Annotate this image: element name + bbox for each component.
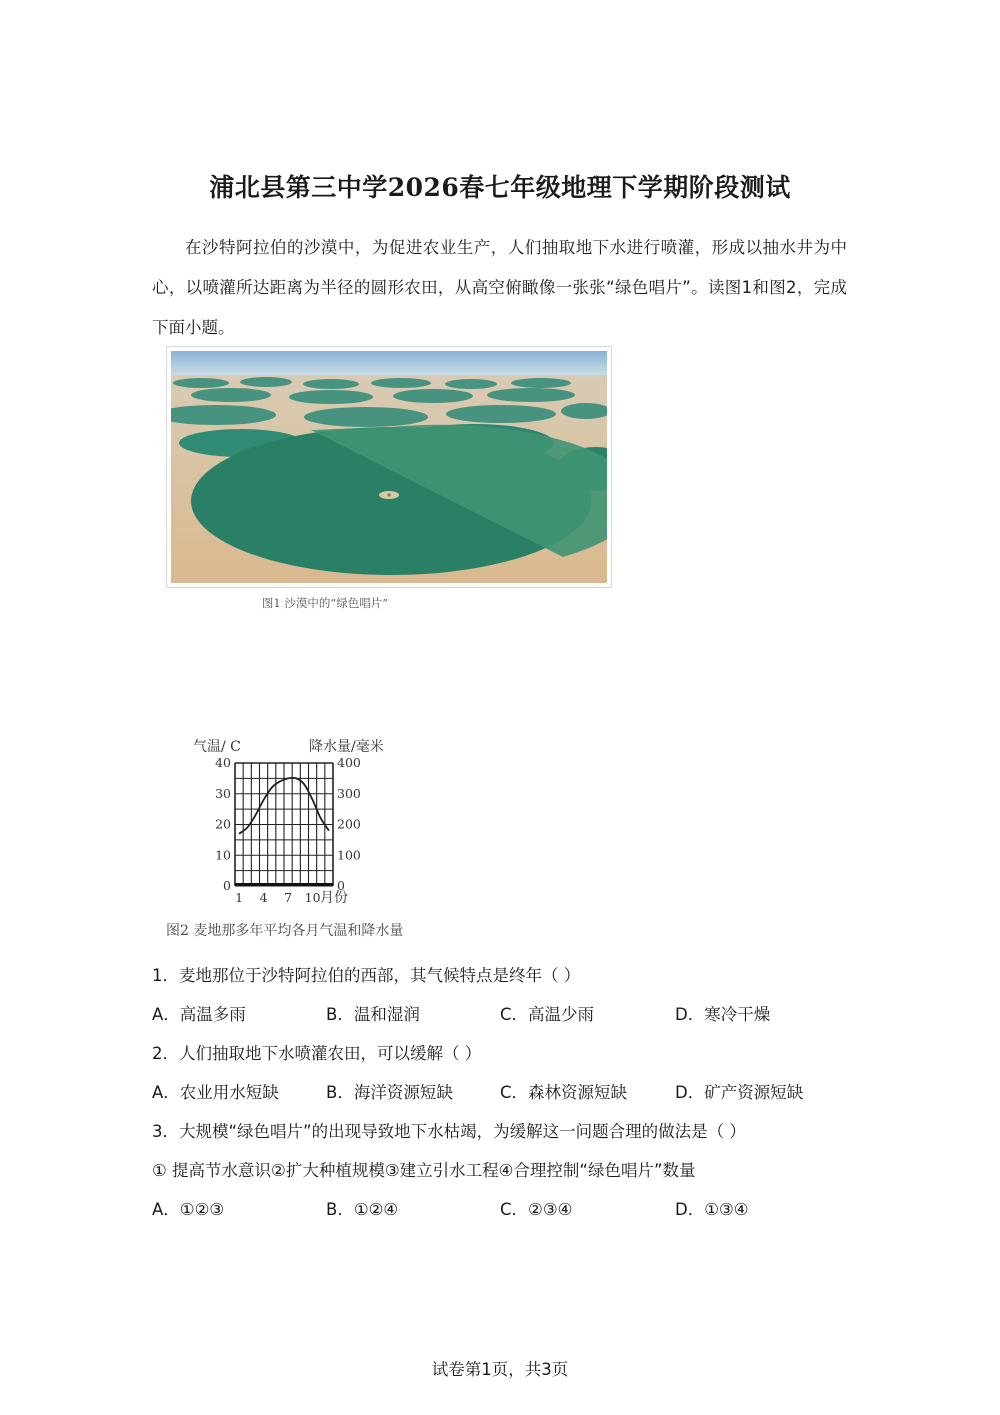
question-2-stem: 2．人们抽取地下水喷灌农田，可以缓解（ ） — [152, 1044, 482, 1063]
question-3-statements: ① 提高节水意识②扩大种植规模③建立引水工程④合理控制“绿色唱片”数量 — [152, 1161, 696, 1180]
q3-option-a: A．①②③ — [152, 1200, 225, 1219]
figure2-climate-chart — [185, 735, 425, 910]
y-left-tick-label: 30 — [215, 785, 231, 801]
q2-option-b: B．海洋资源短缺 — [326, 1083, 453, 1102]
green-record-fields-photo — [171, 351, 607, 583]
x-tick-label: 7 — [284, 890, 293, 905]
y-left-tick-label: 20 — [215, 816, 231, 832]
q1-option-d: D．寒冷干燥 — [675, 1005, 771, 1024]
y-right-axis-label: 降水量/毫米 — [309, 739, 384, 755]
x-tick-label: 4 — [259, 890, 268, 905]
y-left-tick-label: 0 — [223, 878, 231, 893]
q2-option-d: D．矿产资源短缺 — [675, 1083, 804, 1102]
question-3-stem: 3．大规模“绿色唱片”的出现导致地下水枯竭，为缓解这一问题合理的做法是（ ） — [152, 1122, 746, 1141]
y-left-axis-label: 气温/ C — [193, 739, 241, 755]
y-right-tick-label: 0 — [337, 878, 345, 893]
question-1-stem: 1．麦地那位于沙特阿拉伯的西部，其气候特点是终年（ ） — [152, 966, 581, 985]
q1-option-a: A．高温多雨 — [152, 1005, 246, 1024]
x-axis-label: 月份 — [320, 890, 348, 906]
precipitation-bars — [235, 883, 333, 886]
q3-option-c: C．②③④ — [500, 1200, 573, 1219]
figure2-caption: 图2 麦地那多年平均各月气温和降水量 — [166, 923, 404, 939]
y-right-tick-label: 100 — [337, 847, 361, 863]
q1-option-b: B．温和湿润 — [326, 1005, 420, 1024]
intro-paragraph: 在沙特阿拉伯的沙漠中，为促进农业生产，人们抽取地下水进行喷灌，形成以抽水井为中心，以喷灌所达距离为半径的圆形农田，从高空俯瞰像一张张“绿色唱片”。读图1和图2，完成下面小题。 — [152, 238, 847, 337]
figure1-caption: 图1 沙漠中的“绿色唱片” — [261, 596, 389, 610]
q2-option-c: C．森林资源短缺 — [500, 1083, 628, 1102]
exam-title: 浦北县第三中学2026春七年级地理下学期阶段测试 — [209, 173, 791, 202]
q2-option-a: A．农业用水短缺 — [152, 1083, 279, 1102]
x-tick-label: 10 — [304, 890, 321, 905]
page-footer: 试卷第1页，共3页 — [431, 1360, 569, 1379]
figure1-photo-frame — [166, 346, 612, 588]
q3-option-b: B．①②④ — [326, 1200, 399, 1219]
q3-option-d: D．①③④ — [675, 1200, 749, 1219]
q1-option-c: C．高温少雨 — [500, 1005, 595, 1024]
y-left-tick-label: 40 — [215, 755, 231, 770]
y-right-tick-label: 300 — [337, 785, 361, 801]
y-right-tick-label: 200 — [337, 816, 361, 832]
y-right-tick-label: 400 — [337, 755, 361, 770]
x-tick-label: 1 — [235, 890, 244, 905]
y-left-tick-label: 10 — [215, 847, 231, 863]
